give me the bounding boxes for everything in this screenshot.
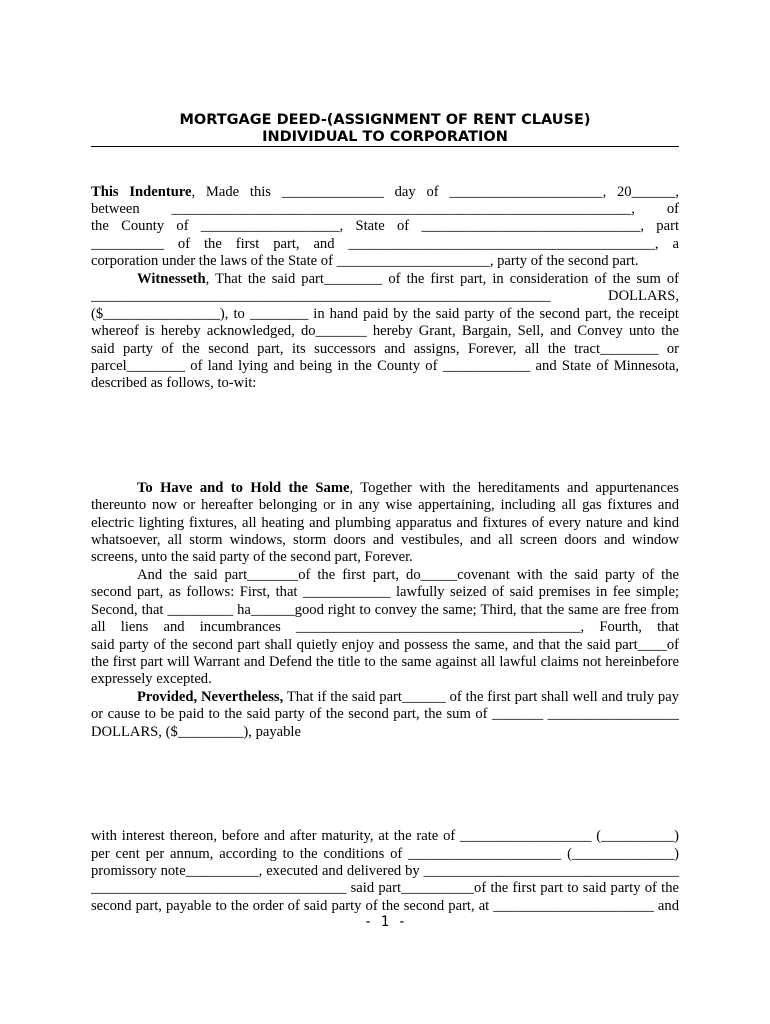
text-line: DOLLARS, ($_________), payable <box>91 724 301 740</box>
page-number: - 1 - <box>363 914 407 930</box>
text-line: the County of ___________________, State of ______________________________, part <box>91 218 679 234</box>
text-line: said party of the second part, its successors and assigns, Forever, all the tract________ or <box>91 341 679 357</box>
text-line: whatsoever, all storm windows, storm doors and vestibules, and all screen doors and window <box>91 532 679 548</box>
text-line: second part, as follows: First, that ____________ lawfully seized of said premises in fee simple; <box>91 584 679 600</box>
text-line: expressely excepted. <box>91 671 212 687</box>
text-line: or cause to be paid to the said party of the second part, the sum of _______ __________________ <box>91 706 679 722</box>
indenture-heading: This Indenture <box>91 184 192 200</box>
document-title: MORTGAGE DEED-(ASSIGNMENT OF RENT CLAUSE) <box>179 112 591 128</box>
text-line: between _______________________________________________________________, of <box>91 201 679 217</box>
habendum-text: , Together with the hereditaments and appurtenances <box>349 480 679 496</box>
document-subtitle: INDIVIDUAL TO CORPORATION <box>262 129 508 145</box>
witnesseth-heading: Witnesseth <box>137 271 206 287</box>
text-line: with interest thereon, before and after maturity, at the rate of __________________ (__________) <box>91 828 679 844</box>
proviso-text: That if the said part______ of the first part shall well and truly pay <box>283 689 679 705</box>
text-line: said party of the second part shall quietly enjoy and possess the same, and that the said part____of <box>91 637 679 653</box>
proviso-heading: Provided, Nevertheless, <box>137 689 284 705</box>
text-line: described as follows, to-wit: <box>91 375 257 391</box>
text-line: ($________________), to ________ in hand paid by the said party of the second part, the receipt <box>91 306 679 322</box>
indenture-text: , Made this ______________ day of _____________________, 20______, <box>191 184 679 200</box>
text-line: __________ of the first part, and __________________________________________, a <box>91 236 679 252</box>
witnesseth-text: , That the said part________ of the first part, in consideration of the sum of <box>205 271 679 287</box>
text-line: screens, unto the said party of the second part, Forever. <box>91 549 413 565</box>
text-line: thereunto now or hereafter belonging or in any wise appertaining, including all gas fixtures and <box>91 497 679 513</box>
title-underline <box>91 146 679 147</box>
text-line: all liens and incumbrances _______________________________________, Fourth, that <box>91 619 679 635</box>
text-line: promissory note__________, executed and delivered by ___________________________________ <box>91 863 679 879</box>
text-line: electric lighting fixtures, all heating and plumbing apparatus and fixtures of every nature and kind <box>91 515 679 531</box>
text-line: corporation under the laws of the State of _____________________, party of the second part. <box>91 253 639 269</box>
text-line: _______________________________________________________________ DOLLARS, <box>91 288 679 304</box>
text-line: second part, payable to the order of said party of the second part, at ______________________ and <box>91 898 679 914</box>
text-line: parcel________ of land lying and being in the County of ____________ and State of Minnesota, <box>91 358 679 374</box>
text-line: per cent per annum, according to the conditions of _____________________ (______________) <box>91 846 679 862</box>
indenture-line <box>91 184 679 201</box>
proviso-line <box>137 689 679 706</box>
habendum-line <box>137 480 679 497</box>
text-line: whereof is hereby acknowledged, do_______ hereby Grant, Bargain, Sell, and Convey unto the <box>91 323 679 339</box>
text-line: Second, that _________ ha______good right to convey the same; Third, that the same are free from <box>91 602 679 618</box>
text-line: And the said part_______of the first part, do_____covenant with the said party of the <box>137 567 679 583</box>
text-line: ___________________________________ said part__________of the first part to said party of the <box>91 880 679 896</box>
text-line: the first part will Warrant and Defend the title to the same against all lawful claims not hereinbefore <box>91 654 679 670</box>
witnesseth-line <box>137 271 679 288</box>
habendum-heading: To Have and to Hold the Same <box>137 480 350 496</box>
